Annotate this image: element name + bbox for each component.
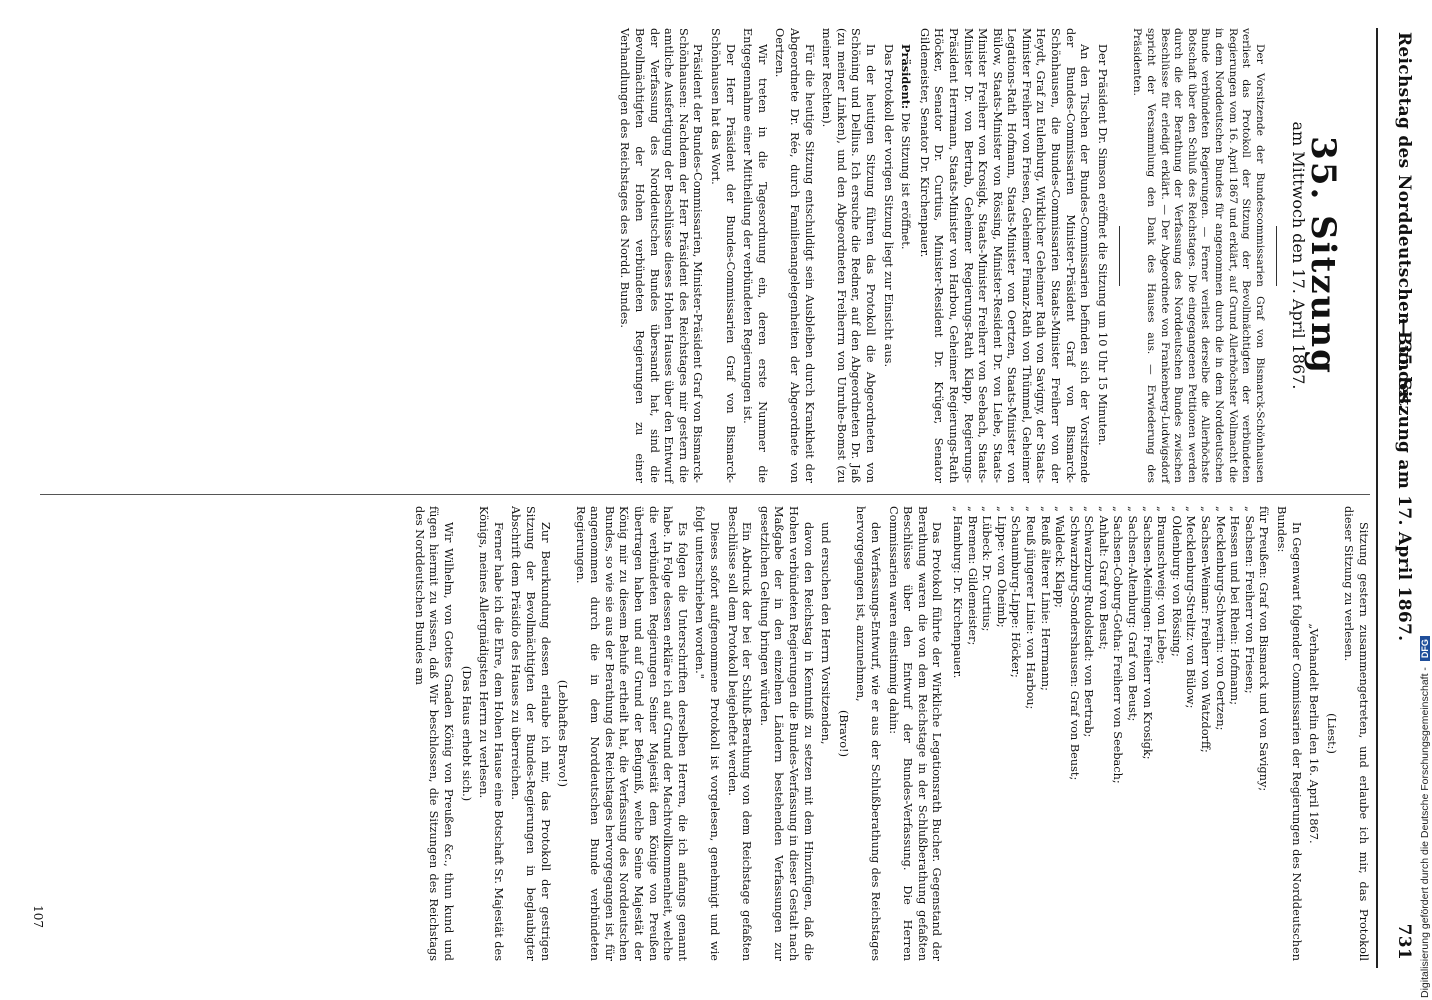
state-delegate-item: „ Sachsen-Weimar: Freiherr von Watzdorff; [1199,506,1213,753]
state-delegate-item: „ Braunschweig: von Liebe; [1155,506,1169,665]
paragraph: Für die heutige Sitzung entschuldigt sein Ausbleiben durch Krankheit der Abgeordnete Dr. Rée, durch Familienangelegenheiten der Abgeordnete von Oertzen. [773,28,816,483]
state-delegate-item: „ Schwarzburg-Sondershausen: Graf von Beust; [1067,506,1081,781]
stage-direction: (Das Haus erhebt sich.) [459,665,473,802]
paragraph: und ersuchen den Herrn Vorsitzenden, [819,522,833,745]
right-column [408,506,1370,961]
paragraph: „Verhandelt Berlin den 16. April 1867. [1307,623,1321,844]
state-delegate-item: „ Lippe: von Oheimb; [994,506,1008,628]
state-delegate-item: „ Bremen: Gildemeister; [965,506,979,646]
paragraph: Dieses sofort aufgenommene Protokoll ist vorgelesen, genehmigt und wie folgt unterschrieben worden." [693,506,722,961]
session-date: am Mittwoch den 17. April 1867. [1289,121,1309,390]
stage-direction: (Liest:) [1324,713,1338,754]
paragraph: Der Herr Präsident der Bundes-Commissarien Graf von Bismarck-Schönhausen hat das Wort. [709,28,737,483]
dfg-text: Digitalisierung gefördert durch die Deutsche Forschungsgemeinschaft - [1419,667,1431,998]
state-delegate-item: „ Sachsen-Altenburg: Graf von Beust; [1126,506,1140,722]
paragraph: Sitzung gestern zusammengetreten, und erlaube ich mir, das Protokoll dieser Sitzung zu verlesen. [1342,506,1370,961]
paragraph: Zur Beurkundung dessen erlaube ich mir, das Protokoll der gestrigen Sitzung der Bevollmächtigten der Bundes-Regierungen in beglaubigter Abschrift dem Präsidio des Hauses zu überreichen. [509,506,552,961]
paragraph: Der Präsident Dr. Simson eröffnet die Sitzung um 10 Uhr 15 Minuten. [1095,44,1109,446]
paragraph: Ein Abdruck der bei der Schluß-Berathung von dem Reichstage gefaßten Beschlüsse soll dem Protokoll beigeheftet werden. [725,506,754,961]
state-delegate-item: „ Waldeck: Klapp; [1053,506,1067,608]
speaker-label: Präsident: [899,44,914,110]
speech: Die Sitzung ist eröffnet. [899,112,913,250]
state-delegate-item: „ Hessen und bei Rhein: Hofmann; [1228,506,1242,706]
paragraph: Das Protokoll führte der Wirkliche Legationsrath Bucher. Gegenstand der Berathung waren die von dem Reichstage in der Schlußberathung gefaßten Beschlüsse über den Entwurf der Bundes-Verfassung. Die Herren Commissarien waren einstimmig dahin: [886,506,944,961]
paragraph: Präsident der Bundes-Commissarien, Minister-Präsident Graf von Bismarck-Schönhausen: Nachdem der Herr Präsident des Reichstages mir gestern die amtliche Ausfertigung der Beschlüsse dieses Hohen Hauses über den Entwurf der Verfassung des Norddeutschen Bundes übersandt hat, sind die Bevollmächtigten der Hohen verbündeten Regierungen zu einer Verhandlungen des Reichstages des Nordd. Bundes. [618,28,705,483]
state-delegate-item: „ Mecklenburg-Schwerin: von Oertzen; [1213,506,1227,731]
state-delegate-item: „ Sachsen-Meiningen: Freiherr von Krosigk; [1140,506,1154,760]
paragraph: Ferner habe ich die Ehre, dem Hohen Hause eine Botschaft Sr. Majestät des Königs, meines Allergnädigsten Herrn zu verlesen. [477,506,505,961]
state-delegate-item: „ Lübeck: Dr. Curtius; [980,506,994,632]
paragraph: An den Tischen der Bundes-Commissarien befinden sich der Vorsitzende der Bundes-Commissarien Minister-Präsident Graf von Bismarck-Schönhausen, die Bundes-Commissarien Staats-Minister Freiherr von der Heydt, Graf zu Eulenburg, Wirklicher Geheimer Rath von Savigny, der Staats-Minister Freiherr von Friesen, Geheimer Finanz-Rath von Thümmel, Geheimer Legations-Rath Hofmann, Staats-Minister von Oertzen, Staats-Minister von Bülow, Staats-Minister von Rössing, Minister-Resident Dr. von Liebe, Staats-Minister Freiherr von Krosigk, Staats-Minister Freiherr von Seebach, Staats-Minister Dr. von Bertrab, Geheimer Regierungs-Rath Klapp, Regierungs-Präsident Herrmann, Staats-Minister von Harbou, Geheimer Regierungs-Rath Höcker, Senator Dr. Curtius, Minister-Resident Dr. Krüger, Senator Gildemeister, Senator Dr. Kirchenpauer. [917,28,1092,483]
state-delegate-item: „ Oldenburg: von Rössing; [1169,506,1183,657]
state-delegate-item: „ Anhalt: Graf von Beust; [1096,506,1110,650]
paragraph: den Verfassungs-Entwurf, wie er aus der Schlußberathung des Reichstages hervorgegangen ist, anzunehmen, [854,506,882,961]
state-delegate-item: „ Reuß älterer Linie: Herrmann; [1038,506,1052,691]
state-delegate-item: „ Hamburg: Dr. Kirchenpauer. [950,506,964,679]
short-rule [1276,226,1277,286]
state-delegate-item: „ Sachsen: Freiherr von Friesen; [1242,506,1256,694]
session-title: 35. Sitzung [1303,136,1343,375]
header-left: Reichstag des Norddeutschen Bundes. [1394,32,1414,411]
paragraph: davon den Reichstag in Kenntniß zu setzen mit dem Hinzufügen, daß die Hohen verbündeten Regierungen die Bundes-Verfassung in dieser Gestalt nach Maßgabe der in den einzelnen Ländern bestehenden Verfassungen zur gesetzlichen Geltung bringen würden. [757,506,815,961]
column-separator [40,494,1370,495]
paragraph: Das Protokoll der vorigen Sitzung liegt zur Einsicht aus. [881,44,895,368]
dfg-logo: DFG [1420,636,1430,661]
left-column [614,28,1370,483]
running-header [1378,28,1422,968]
sheet-number: 107 [31,905,45,928]
state-delegate-item: „ Mecklenburg-Strelitz: von Bülow; [1184,506,1198,709]
state-delegate-item: „ Schwarzburg-Rudolstadt: von Bertrab; [1082,506,1096,738]
page-number: 731 [1394,923,1414,960]
header-rule [1376,28,1378,968]
state-delegate-item: „ Reuß jüngerer Linie: von Harbou; [1023,506,1037,710]
page-sheet [27,28,1422,968]
applause: (Lebhaftes Bravo!) [556,679,570,788]
session-summary: Der Vorsitzende der Bundescommissarien Graf von Bismarck-Schönhausen verliest das Protokoll der Sitzung der Bevollmächtigten der verbündeten Regierungen vom 16. April 1867 und erklärt, auf Grund Allerhöchster Vollmacht die in dem Norddeutschen Bundes für angenommen durch die in dem Norddeutschen Bunde verbündeten Regierungen. — Ferner verliest derselbe die Allerhöchste Botschaft über den Schluß des Reichstages. Die eingegangenen Petitionen werden durch die der Berathung der Verfassung des Norddeutschen Bundes zwischen Beschlüsse für erledigt erklärt. — Der Abgeordnete von Frankenberg-Ludwigsdorf spricht der Versammlung den Dank des Hauses aus. — Erwiederung des Präsidenten. [1131,28,1266,483]
dfg-side-note [1418,8,1432,998]
paragraph [898,28,914,483]
state-delegate-item: „ Sachsen-Coburg-Gotha: Freiherr von Seebach; [1111,506,1125,784]
short-rule-2 [1119,226,1120,286]
paragraph: In der heutigen Sitzung führen das Protokoll die Abgeordneten von Schöning und Dellius. Ich ersuche die Redner, auf den Abgeordneten Dr. Jaß (zu meiner Linken), und den Abgeordneten Freiherrn von Unruhe-Bomst (zu meiner Rechten). [820,28,877,483]
applause: (Bravo!) [836,710,850,757]
state-delegate-item: „ Schaumburg-Lippe: Höcker; [1009,506,1023,678]
paragraph: In Gegenwart folgender Commissarien der Regierungen des Norddeutschen Bundes: [1275,506,1303,961]
header-center: — 35. Sitzung am 17. April 1867. [1394,318,1414,642]
states-list [949,506,1270,961]
paragraph: Wir treten in die Tagesordnung ein, deren erste Nummer die Entgegennahme einer Mittheilung der verbündeten Regierungen ist. [741,28,769,483]
paragraph: Es folgen die Unterschriften derselben Herren, die ich anfangs genannt habe. In Folge dessen erkläre ich auf Grund der Machtvollkommenheit, welche die verbündeten Regierungen Seiner Majestät dem Könige von Preußen übertragen haben und auf Grund der Befugniß, welche Seine Majestät der König mir zu diesem Behufe ertheilt hat, die Verfassung des Norddeutschen Bundes, so wie sie aus der Berathung des Reichstages hervorgegangen ist, für angenommen durch die in dem Norddeutschen Bunde verbündeten Regierungen. [573,506,689,961]
state-delegate-item: für Preußen: Graf von Bismarck und von Savigny; [1257,506,1271,792]
paragraph: Wir Wilhelm, von Gottes Gnaden König von Preußen &c., thun kund und fügen hiermit zu wissen, daß Wir beschlossen, die Sitzungen des Reichstags des Norddeutschen Bundes am [412,506,455,961]
